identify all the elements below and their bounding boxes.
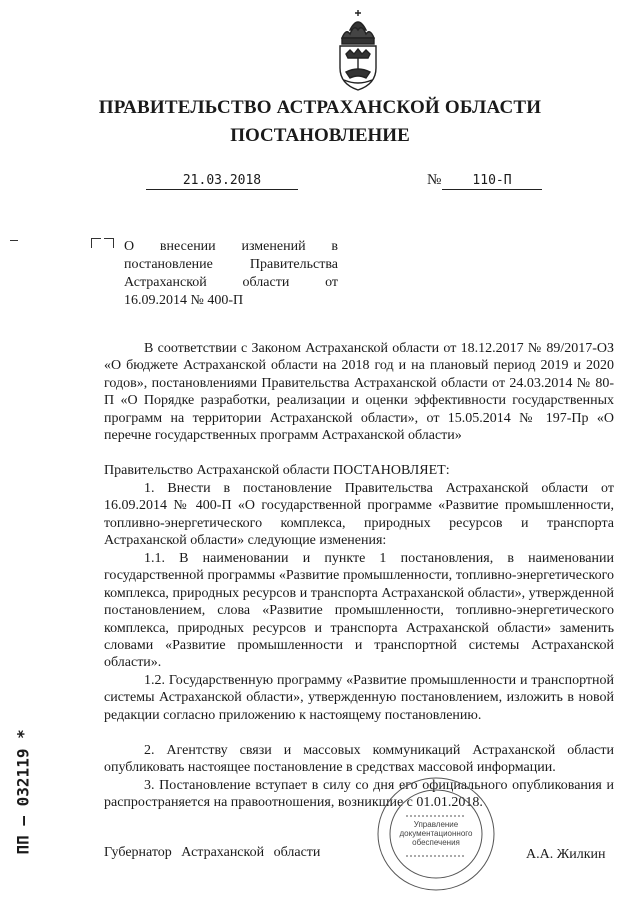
subject-bracket-left [91, 238, 101, 248]
item-1-1-paragraph: 1.1. В наименовании и пункте 1 постановления, в наименовании государственной программы «Развитие промышленности, топливно-энергетического комплекса, природных ресурсов и транспорта Астраханской области», утвержденной постановлением, слова «Развитие промышленности, топливно-энергетического комплекса, природных ресурсов и транспорта Астраханской области» заменить словами «Развитие промышленности и транспортной системы Астраханской области». [104, 551, 614, 671]
margin-mark [10, 240, 18, 241]
stamp-line-2: документационного [399, 829, 473, 838]
document-subject: О внесении изменений в постановление Правительства Астраханской области от 16.09.2014 № 400-П [124, 239, 338, 308]
number-label: № [427, 172, 442, 188]
stamp-line-1: Управление [413, 820, 459, 829]
document-number: 110-П [442, 173, 542, 190]
item-1-2-paragraph: 1.2. Государственную программу «Развитие промышленности и транспортной системы Астраханской области», утвержденную постановлением, изложить в новой редакции согласно приложению к настоящему постановлению. [104, 673, 614, 723]
stamp-line-3: обеспечения [412, 838, 460, 847]
signatory-name: А.А. Жилкин [526, 847, 606, 862]
preamble-paragraph: В соответствии с Законом Астраханской области от 18.12.2017 № 89/2017-ОЗ «О бюджете Астраханской области на 2018 год и на плановый период 2019 и 2020 годов», постановлениями Правительства Астраханской области от 24.03.2014 № 80-П «О Порядке разработки, реализации и оценки эффективности государственных программ на территории Астраханской области», от 15.05.2014 № 197-Пр «О перечне государственных программ Астраханской области» [104, 341, 614, 444]
subject-bracket-right [104, 238, 114, 248]
item-3-paragraph: 3. Постановление вступает в силу со дня его официального опубликования и распространяется на правоотношения, возникшие с 01.01.2018. [104, 778, 614, 811]
document-date: 21.03.2018 [146, 173, 298, 190]
official-stamp [376, 776, 496, 892]
coat-of-arms-icon [332, 8, 384, 92]
item-2-paragraph: 2. Агентству связи и массовых коммуникаций Астраханской области опубликовать настоящее постановление в средствах массовой информации. [104, 743, 614, 776]
document-type-title: ПОСТАНОВЛЕНИЕ [230, 125, 410, 146]
item-1-paragraph: 1. Внести в постановление Правительства Астраханской области от 16.09.2014 № 400-П «О государственной программе «Развитие промышленности, топливно-энергетического комплекса, природных ресурсов и транспорта Астраханской области» следующие изменения: [104, 481, 614, 549]
decree-line: Правительство Астраханской области ПОСТАНОВЛЯЕТ: [104, 463, 450, 478]
registration-code: ПП – 032119 * [13, 729, 33, 855]
signatory-title: Губернатор Астраханской области [104, 845, 321, 860]
issuing-authority-title: ПРАВИТЕЛЬСТВО АСТРАХАНСКОЙ ОБЛАСТИ [98, 97, 542, 118]
